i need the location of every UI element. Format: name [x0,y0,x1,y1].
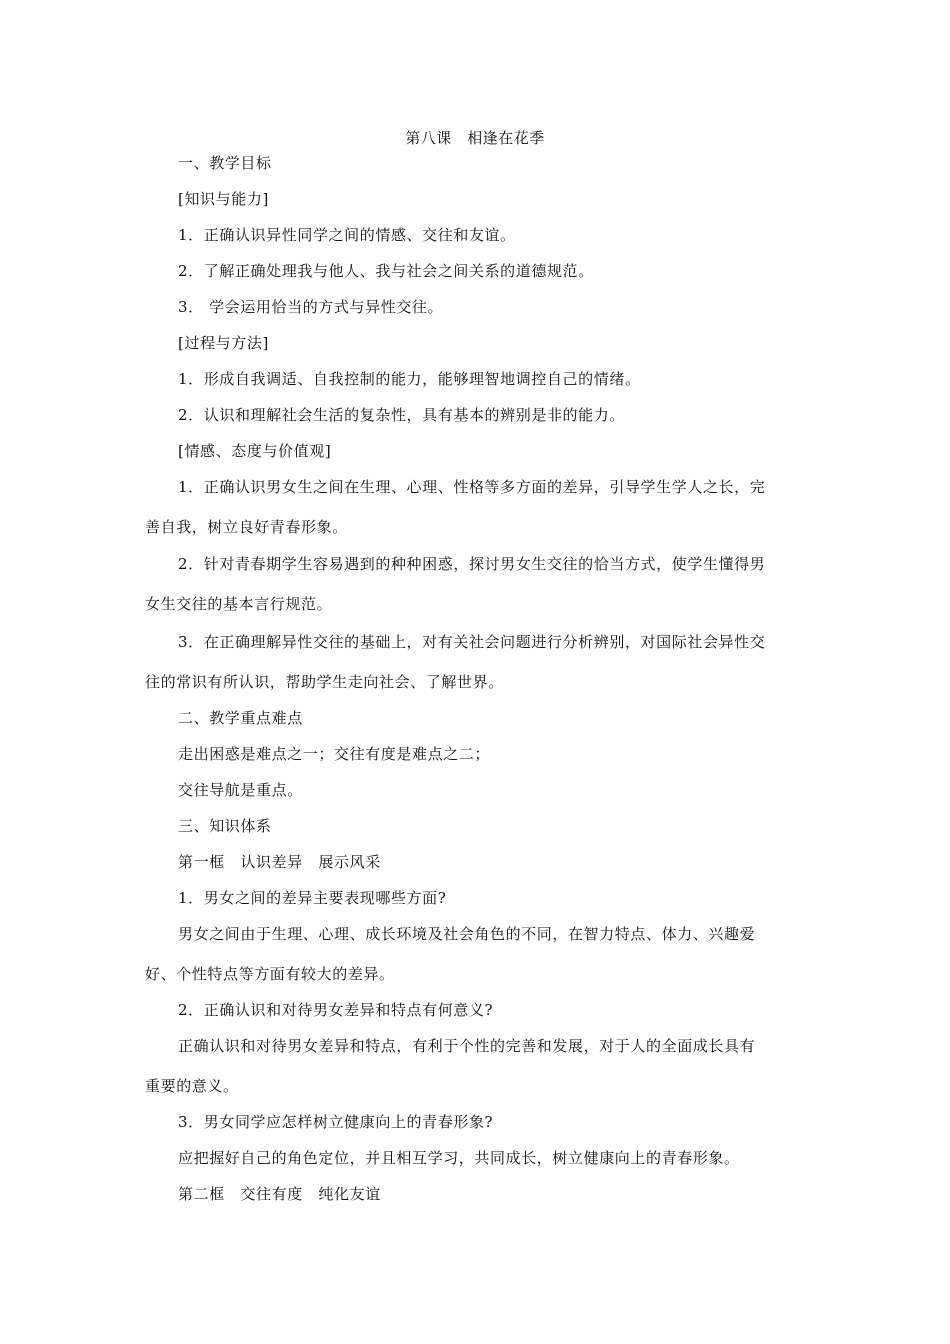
subheading-attitude: [情感、态度与价值观] [178,442,332,460]
section-heading-key-points: 二、教学重点难点 [178,709,303,727]
paragraph-line: 3． 学会运用恰当的方式与异性交往。 [178,298,444,316]
paragraph-line: 走出困惑是难点之一；交往有度是难点之二； [178,745,491,763]
paragraph-line: 应把握好自己的角色定位，并且相互学习，共同成长，树立健康向上的青春形象。 [178,1149,740,1167]
paragraph-line: 正确认识和对待男女差异和特点，有利于个性的完善和发展，对于人的全面成长具有 [178,1037,756,1055]
paragraph-line: 1．正确认识男女生之间在生理、心理、性格等多方面的差异，引导学生学人之长，完 [178,478,766,496]
paragraph-line: 2．针对青春期学生容易遇到的种种困惑，探讨男女生交往的恰当方式，使学生懂得男 [178,555,766,573]
question-line: 2．正确认识和对待男女差异和特点有何意义? [178,1001,494,1019]
paragraph-line: 2．了解正确处理我与他人、我与社会之间关系的道德规范。 [178,262,594,280]
lesson-title: 第八课 相逢在花季 [405,129,545,147]
section-heading-objectives: 一、教学目标 [178,154,272,172]
subheading-knowledge: [知识与能力] [178,190,269,208]
paragraph-line: 女生交往的基本言行规范。 [145,595,333,613]
paragraph-line: 好、个性特点等方面有较大的差异。 [145,965,395,983]
paragraph-line: 重要的意义。 [145,1077,239,1095]
paragraph-line: 善自我，树立良好青春形象。 [145,518,348,536]
paragraph-line: 2．认识和理解社会生活的复杂性，具有基本的辨别是非的能力。 [178,406,625,424]
subheading-frame-two: 第二框 交往有度 纯化友谊 [178,1185,381,1203]
question-line: 3．男女同学应怎样树立健康向上的青春形象? [178,1113,494,1131]
subheading-process: [过程与方法] [178,334,269,352]
paragraph-line: 男女之间由于生理、心理、成长环境及社会角色的不同，在智力特点、体力、兴趣爱 [178,925,756,943]
paragraph-line: 1．形成自我调适、自我控制的能力，能够理智地调控自己的情绪。 [178,370,641,388]
paragraph-line: 3．在正确理解异性交往的基础上，对有关社会问题进行分析辨别，对国际社会异性交 [178,633,766,651]
subheading-frame-one: 第一框 认识差异 展示风采 [178,853,381,871]
paragraph-line: 交往导航是重点。 [178,781,303,799]
question-line: 1．男女之间的差异主要表现哪些方面? [178,889,447,907]
section-heading-knowledge-system: 三、知识体系 [178,817,272,835]
paragraph-line: 往的常识有所认识，帮助学生走向社会、了解世界。 [145,673,504,691]
paragraph-line: 1．正确认识异性同学之间的情感、交往和友谊。 [178,226,516,244]
